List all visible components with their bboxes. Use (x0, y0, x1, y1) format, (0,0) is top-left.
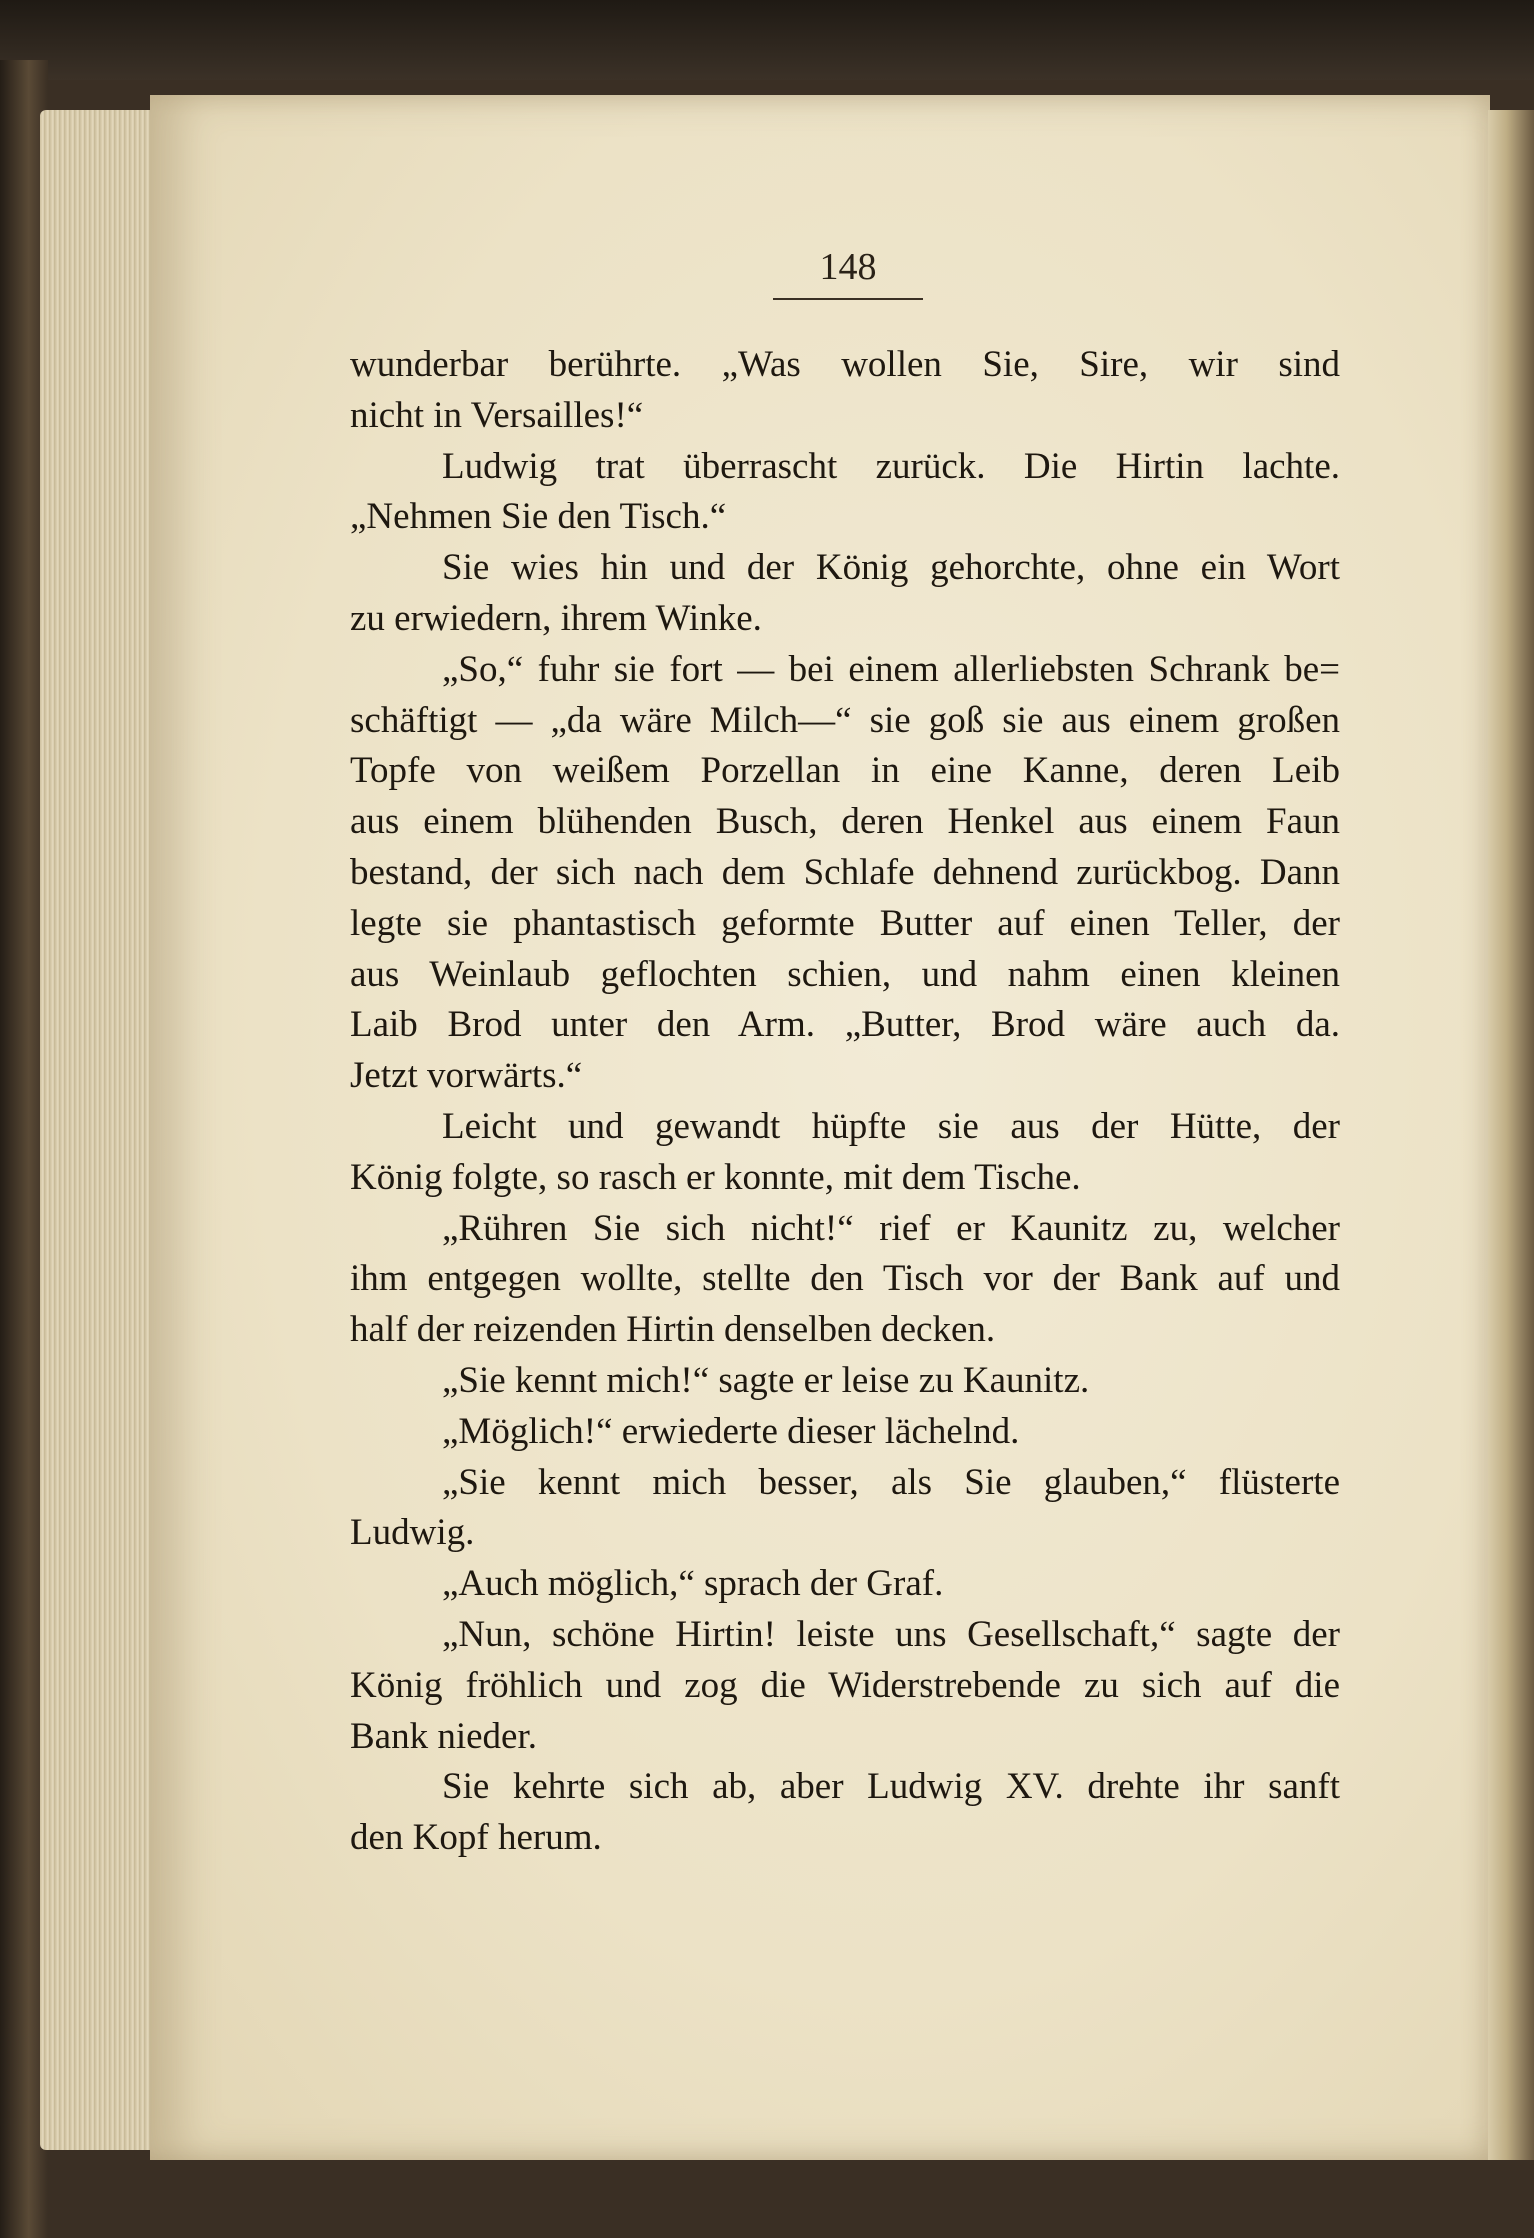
text-line: „Sie kennt mich besser, als Sie glauben,“ flüsterte (442, 1461, 1340, 1503)
page-number: 148 (819, 246, 877, 288)
text-line: König fröhlich und zog die Widerstrebende zu sich auf die (350, 1664, 1340, 1706)
text-line: zu erwiedern, ihrem Winke. (350, 597, 762, 639)
book-cover-top (0, 0, 1534, 80)
text-line: „Auch möglich,“ sprach der Graf. (442, 1563, 944, 1605)
text-line: aus einem blühenden Busch, deren Henkel aus einem Faun (350, 801, 1340, 843)
text-line: „Nehmen Sie den Tisch.“ (350, 496, 727, 538)
text-line: „Nun, schöne Hirtin! leiste uns Gesellschaft,“ sagte der (442, 1613, 1340, 1655)
text-line: Sie kehrte sich ab, aber Ludwig XV. drehte ihr sanft (442, 1766, 1340, 1808)
page-number-rule (773, 298, 923, 300)
text-line: nicht in Versailles!“ (350, 394, 644, 436)
text-line: Leicht und gewandt hüpfte sie aus der Hütte, der (442, 1105, 1340, 1147)
text-line: Bank nieder. (350, 1715, 538, 1757)
text-line: „Sie kennt mich!“ sagte er leise zu Kaunitz. (442, 1359, 1090, 1401)
text-line: König folgte, so rasch er konnte, mit dem Tische. (350, 1156, 1081, 1198)
text-line: „Möglich!“ erwiederte dieser lächelnd. (442, 1410, 1020, 1452)
text-line: ihm entgegen wollte, stellte den Tisch vor der Bank auf und (350, 1258, 1340, 1300)
text-line: schäftigt — „da wäre Milch—“ sie goß sie aus einem großen (350, 699, 1340, 741)
body-text (350, 340, 1340, 1864)
text-line: legte sie phantastisch geformte Butter auf einen Teller, der (350, 902, 1340, 944)
text-line: den Kopf herum. (350, 1817, 602, 1859)
text-line: aus Weinlaub geflochten schien, und nahm einen kleinen (350, 953, 1340, 995)
text-line: „So,“ fuhr sie fort — bei einem allerliebsten Schrank be= (442, 648, 1340, 690)
text-line: Sie wies hin und der König gehorchte, ohne ein Wort (442, 547, 1340, 589)
text-line: „Rühren Sie sich nicht!“ rief er Kaunitz zu, welcher (442, 1207, 1340, 1249)
text-line: Ludwig trat überrascht zurück. Die Hirtin lachte. (442, 445, 1340, 487)
text-line: bestand, der sich nach dem Schlafe dehnend zurückbog. Dann (350, 851, 1340, 893)
text-line: wunderbar berührte. „Was wollen Sie, Sire, wir sind (350, 344, 1340, 385)
text-line: Laib Brod unter den Arm. „Butter, Brod wäre auch da. (350, 1004, 1340, 1046)
page-right-edge (1488, 110, 1534, 2160)
text-line: Ludwig. (350, 1512, 475, 1554)
text-line: half der reizenden Hirtin denselben decken. (350, 1309, 996, 1351)
text-line: Jetzt vorwärts.“ (350, 1055, 583, 1097)
text-line: Topfe von weißem Porzellan in eine Kanne, deren Leib (350, 750, 1340, 792)
